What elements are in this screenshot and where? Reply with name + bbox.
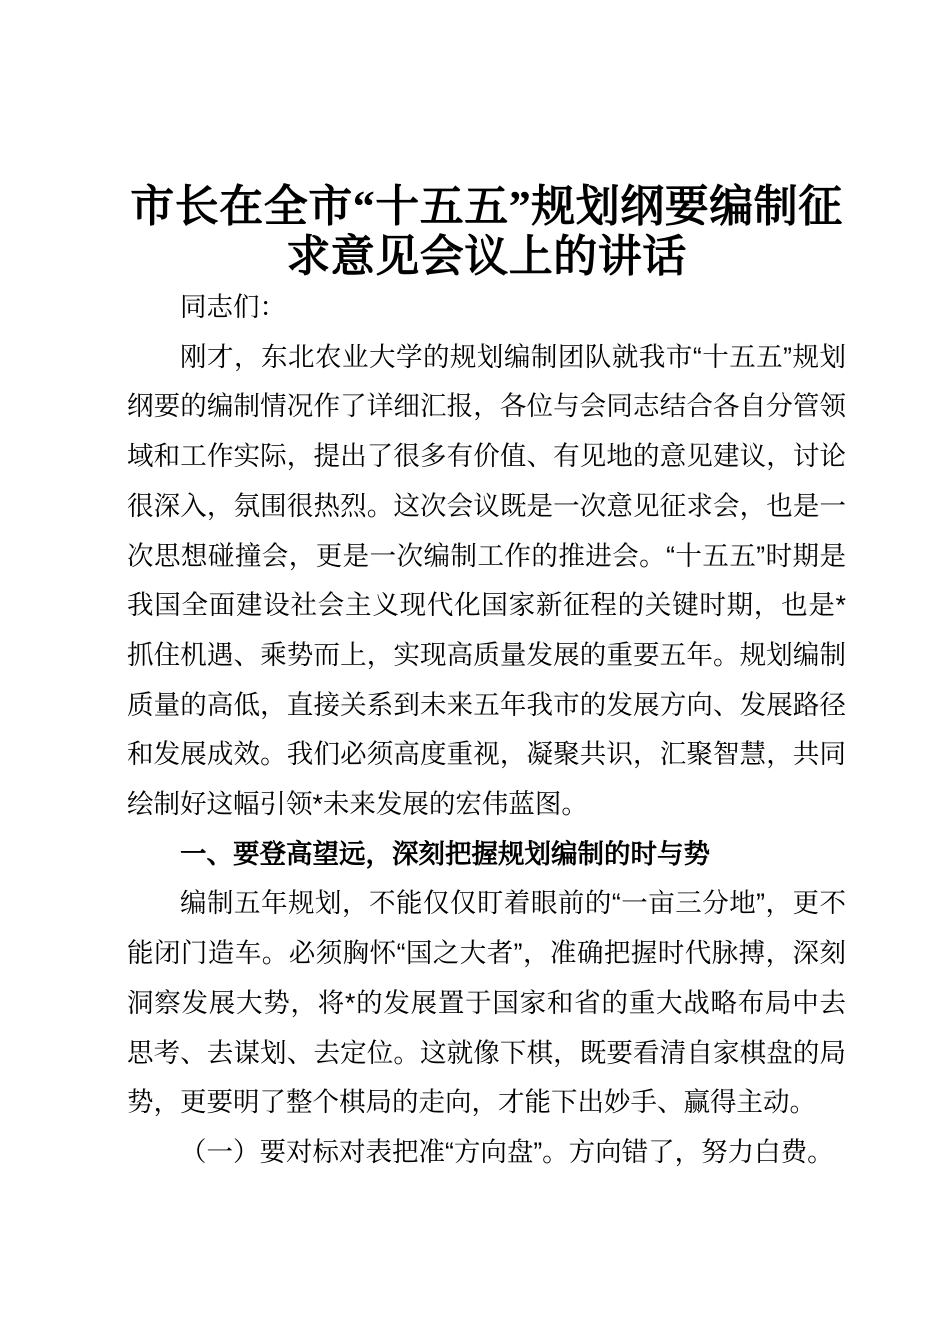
document-title: 市长在全市“十五五”规划纲要编制征求意见会议上的讲话 xyxy=(130,182,843,281)
paragraph-heading2: （一）要对标对表把准“方向盘”。方向错了，努力白费。 xyxy=(180,1136,834,1167)
document-content xyxy=(127,0,846,1178)
paragraph-body: 刚才，东北农业大学的规划编制团队就我市“十五五”规划纲要的编制情况作了详细汇报，各位与会同志结合各自分管领域和工作实际，提出了很多有价值、有见地的意见建议，讨论很深入，氛围很热烈。这次会议既是一次意见征求会，也是一次思想碰撞会，更是一次编制工作的推进会。“十五五”时期是我国全面建设社会主义现代化国家新征程的关键时期，也是*抓住机遇、乘势而上，实现高质量发展的重要五年。规划编制质量的高低，直接关系到未来五年我市的发展方向、发展路径和发展成效。我们必须高度重视，凝聚共识，汇聚智慧，共同绘制好这幅引领*未来发展的宏伟蓝图。 xyxy=(127,341,846,820)
paragraph-body: 编制五年规划，不能仅仅盯着眼前的“一亩三分地”，更不能闭门造车。必须胸怀“国之大者”，准确把握时代脉搏，深刻洞察发展大势，将*的发展置于国家和省的重大战略布局中去思考、去谋划、去定位。这就像下棋，既要看清自家棋盘的局势，更要明了整个棋局的走向，才能下出妙手、赢得主动。 xyxy=(127,888,846,1118)
document-body xyxy=(127,283,846,1178)
paragraph-heading1: 一、要登高望远，深刻把握规划编制的时与势 xyxy=(180,838,710,869)
paragraph-salutation: 同志们： xyxy=(180,292,286,322)
